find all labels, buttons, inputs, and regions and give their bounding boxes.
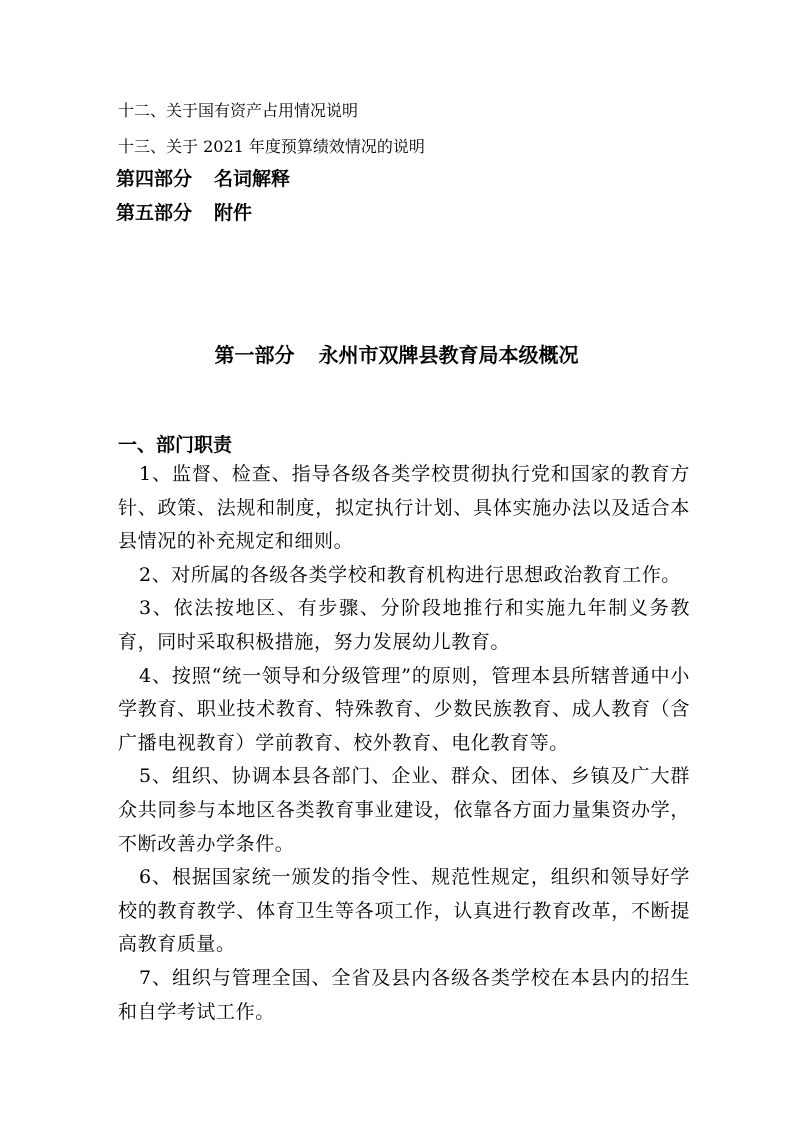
- paragraph-6: 6、根据国家统一颁发的指令性、规范性规定，组织和领导好学校的教育教学、体育卫生等各项工作，认真进行教育改革，不断提高教育质量。: [118, 866, 690, 956]
- paragraph-3: 3、依法按地区、有步骤、分阶段地推行和实施九年制义务教育，同时采取积极措施，努力发展幼儿教育。: [118, 597, 690, 653]
- toc-part-4-label: 第四部分: [116, 168, 193, 190]
- toc-part-5-title: 附件: [214, 202, 253, 224]
- paragraph-7: 7、组织与管理全国、全省及县内各级各类学校在本县内的招生和自学考试工作。: [118, 966, 690, 1023]
- toc-part-5-label: 第五部分: [116, 202, 193, 224]
- paragraph-5: 5、组织、协调本县各部门、企业、群众、团体、乡镇及广大群众共同参与本地区各类教育事业建设，依靠各方面力量集资办学，不断改善办学条件。: [118, 765, 690, 855]
- paragraph-4: 4、按照“统一领导和分级管理”的原则，管理本县所辖普通中小学教育、职业技术教育、特殊教育、少数民族教育、成人教育（含广播电视教育）学前教育、校外教育、电化教育等。: [118, 664, 690, 754]
- toc-part-5: [116, 201, 252, 225]
- section-heading: 一、部门职责: [118, 434, 233, 456]
- paragraph-2: 2、对所属的各级各类学校和教育机构进行思想政治教育工作。: [139, 563, 681, 586]
- paragraph-1: 1、监督、检查、指导各级各类学校贯彻执行党和国家的教育方针、政策、法规和制度，拟定执行计划、具体实施办法以及适合本县情况的补充规定和细则。: [118, 463, 690, 553]
- toc-part-4-title: 名词解释: [214, 168, 291, 190]
- toc-item-12: 十二、关于国有资产占用情况说明: [118, 101, 359, 120]
- toc-item-13: 十三、关于 2021 年度预算绩效情况的说明: [118, 137, 425, 156]
- section-body: [118, 458, 690, 1029]
- toc-part-4: [116, 167, 290, 191]
- part-one-label: 第一部分: [214, 343, 295, 367]
- part-one-name: 永州市双牌县教育局本级概况: [318, 343, 579, 367]
- part-one-title: [0, 339, 793, 368]
